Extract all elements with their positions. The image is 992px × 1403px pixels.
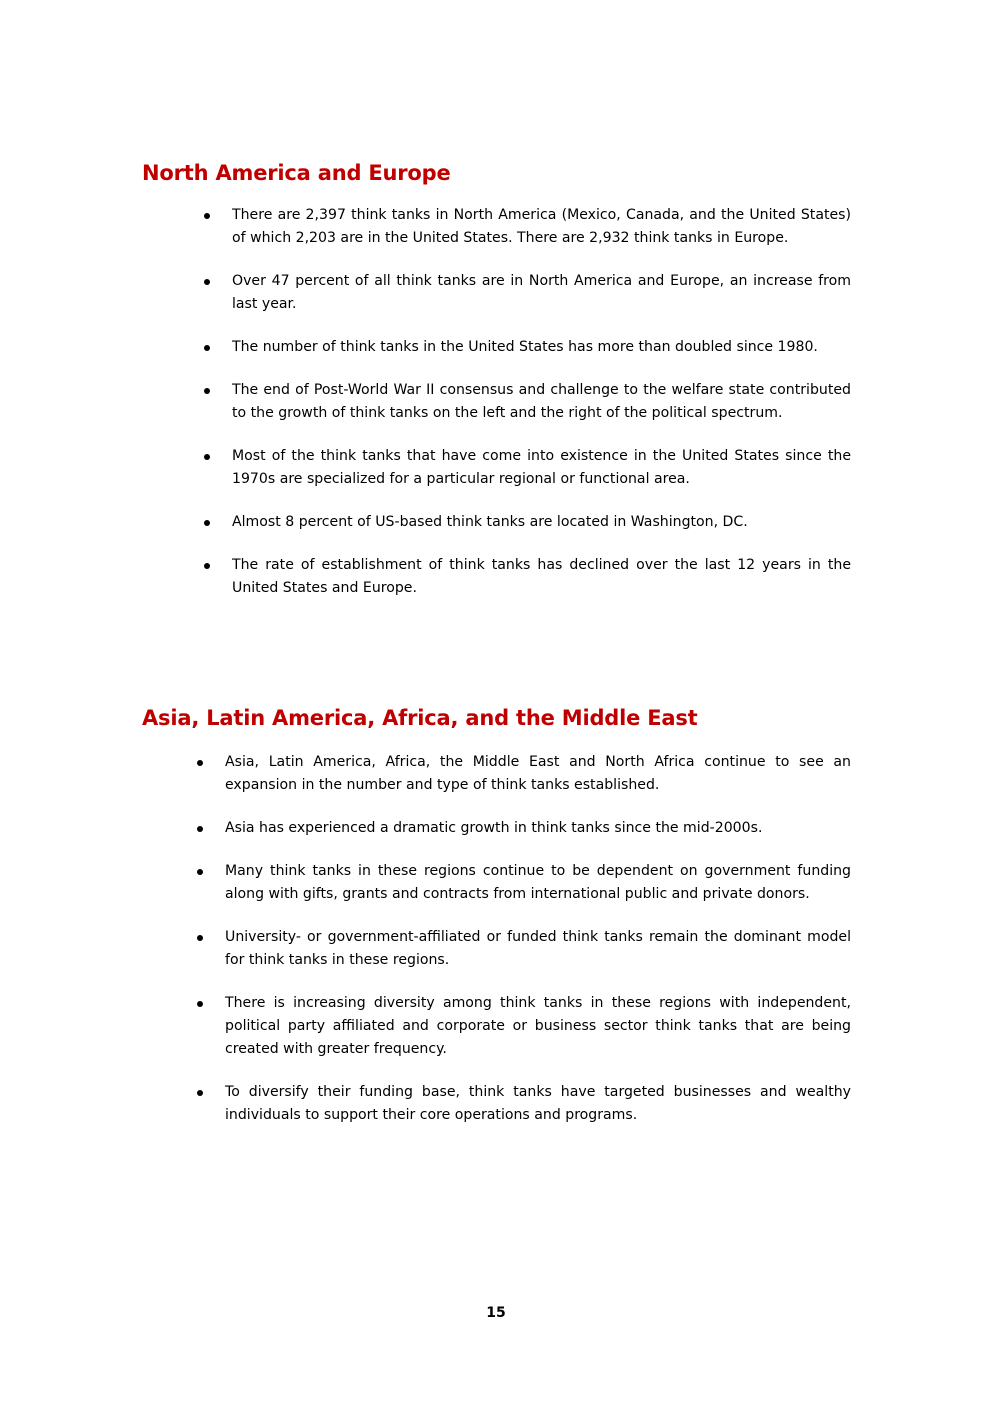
list-item-text: The rate of establishment of think tanks has declined over the last 12 years in the United States and Europe.: [232, 557, 851, 596]
list-item-text: The end of Post-World War II consensus and challenge to the welfare state contributed to the growth of think tanks on the left and the right of the political spectrum.: [232, 382, 851, 421]
list-item-text: The number of think tanks in the United States has more than doubled since 1980.: [232, 339, 818, 355]
list-item: [225, 1081, 851, 1127]
list-item-text: Asia has experienced a dramatic growth in think tanks since the mid-2000s.: [225, 820, 763, 836]
list-item: [232, 554, 851, 600]
list-item: [225, 860, 851, 906]
list-item: [232, 445, 851, 491]
list-item-text: Over 47 percent of all think tanks are in North America and Europe, an increase from last year.: [232, 273, 851, 312]
list-item: [225, 751, 851, 797]
section-north-america-europe: [0, 156, 992, 620]
bullet-icon: [197, 760, 203, 766]
bullet-icon: [197, 1001, 203, 1007]
list-item-text: There are 2,397 think tanks in North America (Mexico, Canada, and the United States) of which 2,203 are in the United States. There are 2,932 think tanks in Europe.: [232, 207, 851, 246]
bullet-icon: [204, 345, 210, 351]
bullet-icon: [204, 520, 210, 526]
list-item: [232, 511, 851, 534]
section-asia-latam-africa-mideast: [0, 701, 992, 1147]
section-heading: Asia, Latin America, Africa, and the Middle East: [142, 706, 698, 730]
list-item: [232, 204, 851, 250]
bullet-icon: [197, 869, 203, 875]
section-heading: North America and Europe: [142, 161, 451, 185]
bullet-list: [0, 751, 992, 1127]
list-item: [225, 817, 851, 840]
bullet-icon: [204, 454, 210, 460]
list-item-text: Most of the think tanks that have come into existence in the United States since the 1970s are specialized for a particular regional or functional area.: [232, 448, 851, 487]
list-item: [232, 336, 851, 359]
list-item: [232, 379, 851, 425]
list-item-text: Many think tanks in these regions continue to be dependent on government funding along with gifts, grants and contracts from international public and private donors.: [225, 863, 851, 902]
bullet-icon: [204, 388, 210, 394]
list-item: [225, 926, 851, 972]
list-item-text: Asia, Latin America, Africa, the Middle East and North Africa continue to see an expansion in the number and type of think tanks established.: [225, 754, 851, 793]
list-item: [225, 992, 851, 1061]
list-item-text: There is increasing diversity among think tanks in these regions with independent, political party affiliated and corporate or business sector think tanks that are being created with greater frequency.: [225, 995, 851, 1057]
bullet-icon: [197, 826, 203, 832]
bullet-icon: [204, 213, 210, 219]
list-item: [232, 270, 851, 316]
page-number: 15: [486, 1305, 506, 1321]
list-item-text: University- or government-affiliated or funded think tanks remain the dominant model for think tanks in these regions.: [225, 929, 851, 968]
bullet-icon: [197, 1090, 203, 1096]
bullet-icon: [204, 279, 210, 285]
list-item-text: To diversify their funding base, think tanks have targeted businesses and wealthy individuals to support their core operations and programs.: [225, 1084, 851, 1123]
bullet-icon: [204, 563, 210, 569]
bullet-icon: [197, 935, 203, 941]
bullet-list: [0, 204, 992, 600]
list-item-text: Almost 8 percent of US-based think tanks are located in Washington, DC.: [232, 514, 748, 530]
